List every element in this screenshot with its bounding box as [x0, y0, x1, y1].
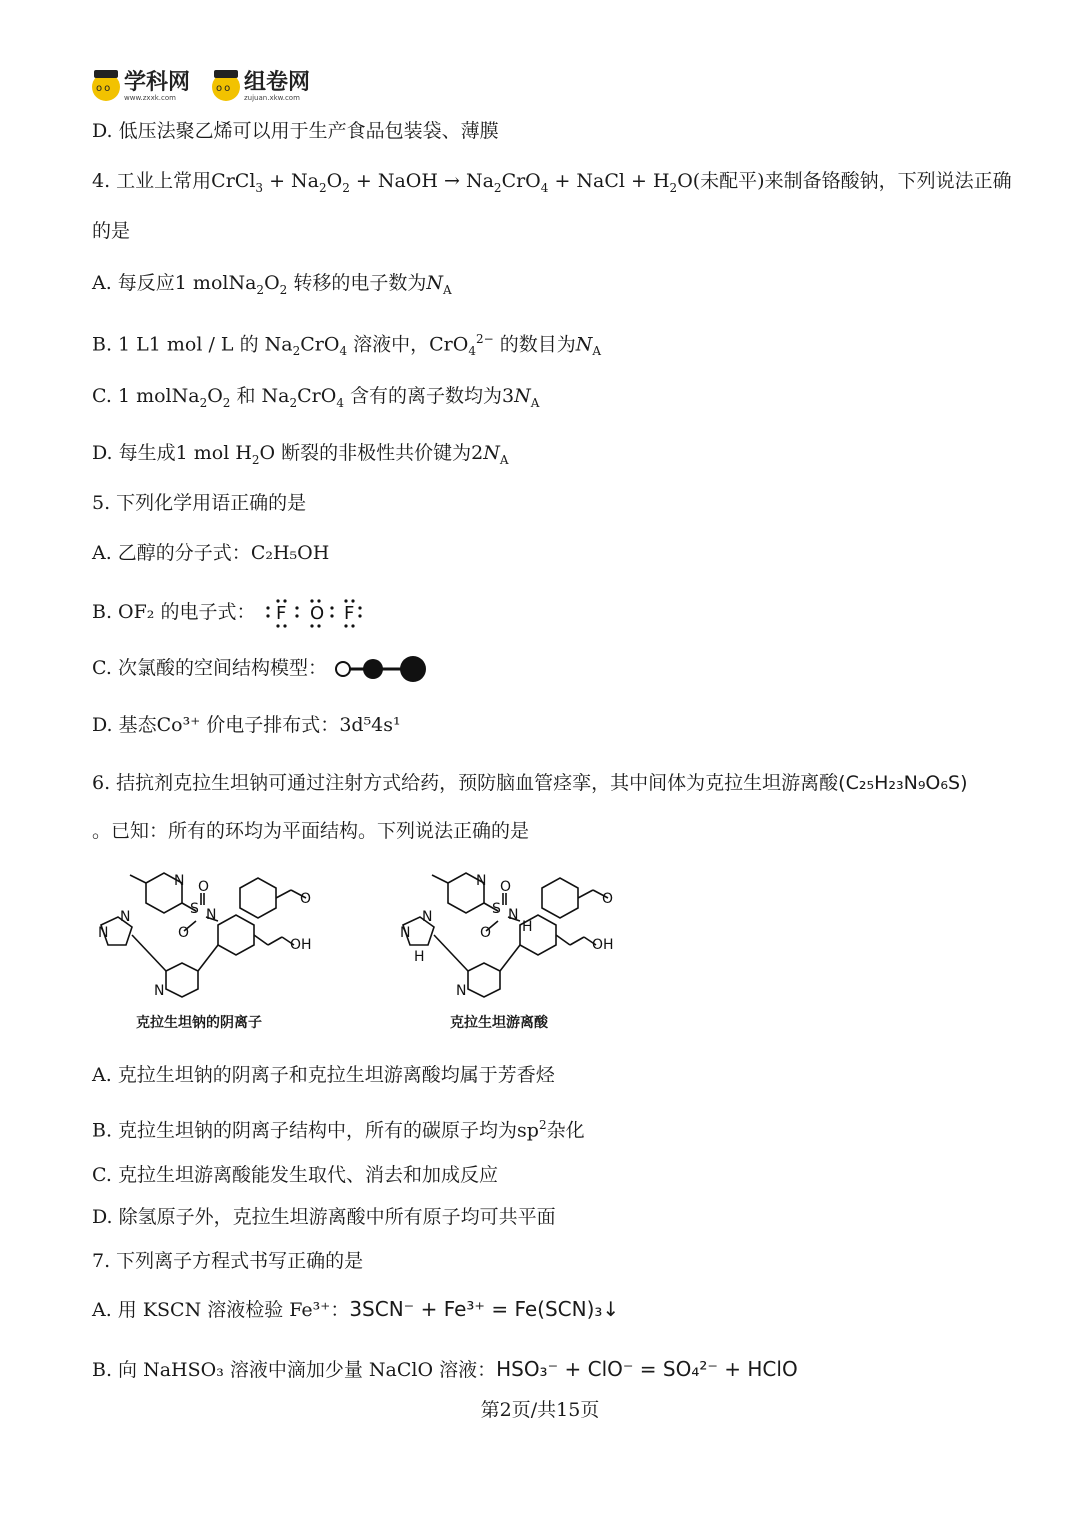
q7-stem: 7. 下列离子方程式书写正确的是	[92, 1250, 364, 1272]
svg-text:S: S	[492, 901, 501, 917]
q5-option-d	[92, 712, 401, 738]
q7-b-equation: HSO₃⁻ + ClO⁻ = SO₄²⁻ + HClO	[496, 1357, 798, 1381]
q4-d-suffix: O 断裂的非极性共价键为2	[259, 442, 484, 464]
q6-b-prefix: B. 克拉生坦钠的阴离子结构中，所有的碳原子均为sp	[92, 1119, 539, 1142]
q4-option-d: D. 每生成1 mol $H_2O$ 断裂的非极性共价键为$2N_A$	[92, 442, 509, 467]
svg-text:O: O	[500, 879, 512, 895]
q4-d-prefix: D. 每生成1 mol H	[92, 442, 252, 464]
q6-formula: (C₂₅H₂₃N₉O₆S)	[838, 772, 968, 794]
electron-dot-formula	[262, 596, 362, 630]
svg-text:N: N	[476, 873, 487, 889]
q4-b-prefix: B. 1 L1 mol / L 的	[92, 333, 259, 356]
q6-option-c: C. 克拉生坦游离酸能发生取代、消去和加成反应	[92, 1164, 498, 1186]
q4-stem: 4. 工业上常用CrCl$_3$ + $Na_2O_2$ + NaOH → $Na_2CrO_4$ + NaCl + $H_2O$(未配平)来制备铬酸钠，下列说法正确	[92, 170, 1012, 195]
q7-option-a	[92, 1296, 619, 1323]
logo-name: 学科网	[124, 70, 191, 95]
q4-c-mid: 和	[236, 385, 256, 407]
q6-stem-line2: 。已知：所有的环均为平面结构。下列说法正确的是	[92, 820, 530, 842]
svg-text:N: N	[456, 983, 467, 999]
q4-option-a: A. 每反应1 $molNa_2O_2$ 转移的电子数为$N_A$	[92, 272, 452, 297]
svg-text:N: N	[508, 907, 519, 923]
hclo-ball-stick-model	[333, 654, 429, 684]
svg-text:N: N	[422, 909, 433, 925]
clazosentan-anion-structure	[96, 865, 326, 1015]
clazosentan-free-acid-structure	[398, 865, 628, 1015]
q5-option-a	[92, 540, 329, 566]
q6-stem-text: 6. 拮抗剂克拉生坦钠可通过注射方式给药，预防脑血管痉挛，其中间体为克拉生坦游离酸	[92, 772, 839, 794]
svg-text:O: O	[602, 891, 614, 907]
svg-text:N: N	[174, 873, 185, 889]
q6-option-b: B. 克拉生坦钠的阴离子结构中，所有的碳原子均为$sp^2$杂化	[92, 1118, 585, 1142]
svg-text:S: S	[190, 901, 199, 917]
q7-option-b	[92, 1356, 798, 1383]
svg-text:O: O	[198, 879, 210, 895]
q5-a-label: A. 乙醇的分子式：	[92, 542, 251, 564]
zxxk-logo	[92, 70, 190, 104]
svg-text:O: O	[178, 925, 190, 941]
q5-b-label: B. OF₂ 的电子式：	[92, 601, 256, 623]
svg-text:N: N	[98, 925, 109, 941]
svg-text:O: O	[300, 891, 312, 907]
q5-d-label: D. 基态Co³⁺ 价电子排布式：	[92, 714, 340, 736]
q5-option-c	[92, 654, 429, 684]
owl-icon: oo	[212, 73, 240, 101]
svg-text:N: N	[120, 909, 131, 925]
page-number: 第2页/共15页	[480, 1399, 600, 1421]
svg-text:O: O	[480, 925, 492, 941]
q5-d-config: 3d⁵4s¹	[339, 714, 401, 736]
q4-b-suffix: 的数目为	[499, 333, 576, 356]
q5-option-b	[92, 596, 362, 630]
q4-stem-line2: 的是	[92, 220, 131, 242]
svg-text:H: H	[414, 949, 425, 965]
q4-c-prefix: C. 1 molNa	[92, 385, 200, 407]
svg-text:OH: OH	[290, 937, 312, 953]
q4-stem-prefix: 4. 工业上常用	[92, 170, 212, 192]
q7-b-prefix: B. 向 NaHSO₃ 溶液中滴加少量 NaClO 溶液：	[92, 1359, 497, 1381]
q4-b-mid: 溶液中，	[353, 333, 430, 356]
logo-name: 组卷网	[244, 70, 311, 95]
q6-option-a: A. 克拉生坦钠的阴离子和克拉生坦游离酸均属于芳香烃	[92, 1064, 555, 1086]
q4-a-prefix: A. 每反应1 molNa	[92, 272, 257, 294]
caption-anion: 克拉生坦钠的阴离子	[136, 1015, 262, 1031]
q4-a-suffix: 转移的电子数为	[293, 272, 427, 294]
q6-option-d: D. 除氢原子外，克拉生坦游离酸中所有原子均可共平面	[92, 1206, 556, 1228]
svg-text:O: O	[309, 603, 324, 624]
q7-a-prefix: A. 用 KSCN 溶液检验 Fe³⁺：	[92, 1299, 350, 1321]
svg-text:N: N	[154, 983, 165, 999]
svg-text:F: F	[275, 603, 286, 624]
q5-a-formula: C₂H₅OH	[250, 542, 330, 564]
q7-a-equation: 3SCN⁻ + Fe³⁺ = Fe(SCN)₃↓	[349, 1297, 620, 1321]
q4-option-c: C. 1 $molNa_2O_2$ 和 $Na_2CrO_4$ 含有的离子数均为$3N_A$	[92, 385, 540, 410]
q6-b-suffix: 杂化	[546, 1119, 585, 1142]
logo-url: www.zxxk.com	[124, 94, 176, 102]
q4-option-b: B. 1 L1 mol / L 的 $Na_2CrO_4$ 溶液中，CrO$_4^{2-}$ 的数目为$N_A$	[92, 332, 602, 359]
q5-stem: 5. 下列化学用语正确的是	[92, 492, 307, 514]
q5-c-label: C. 次氯酸的空间结构模型：	[92, 657, 327, 679]
svg-text:F: F	[343, 603, 354, 624]
q6-stem	[92, 770, 967, 796]
svg-text:H: H	[522, 919, 533, 935]
zujuan-logo	[212, 70, 310, 104]
caption-free-acid: 克拉生坦游离酸	[450, 1015, 548, 1031]
q3-option-d: D. 低压法聚乙烯可以用于生产食品包装袋、薄膜	[92, 120, 499, 142]
svg-text:N: N	[400, 925, 411, 941]
svg-text:N: N	[206, 907, 217, 923]
owl-icon: oo	[92, 73, 120, 101]
logo-url: zujuan.xkw.com	[244, 94, 300, 102]
svg-text:OH: OH	[592, 937, 614, 953]
q4-c-suffix: 含有的离子数均为3	[350, 385, 515, 407]
q4-stem-suffix: (未配平)来制备铬酸钠，下列说法正确	[692, 170, 1012, 192]
